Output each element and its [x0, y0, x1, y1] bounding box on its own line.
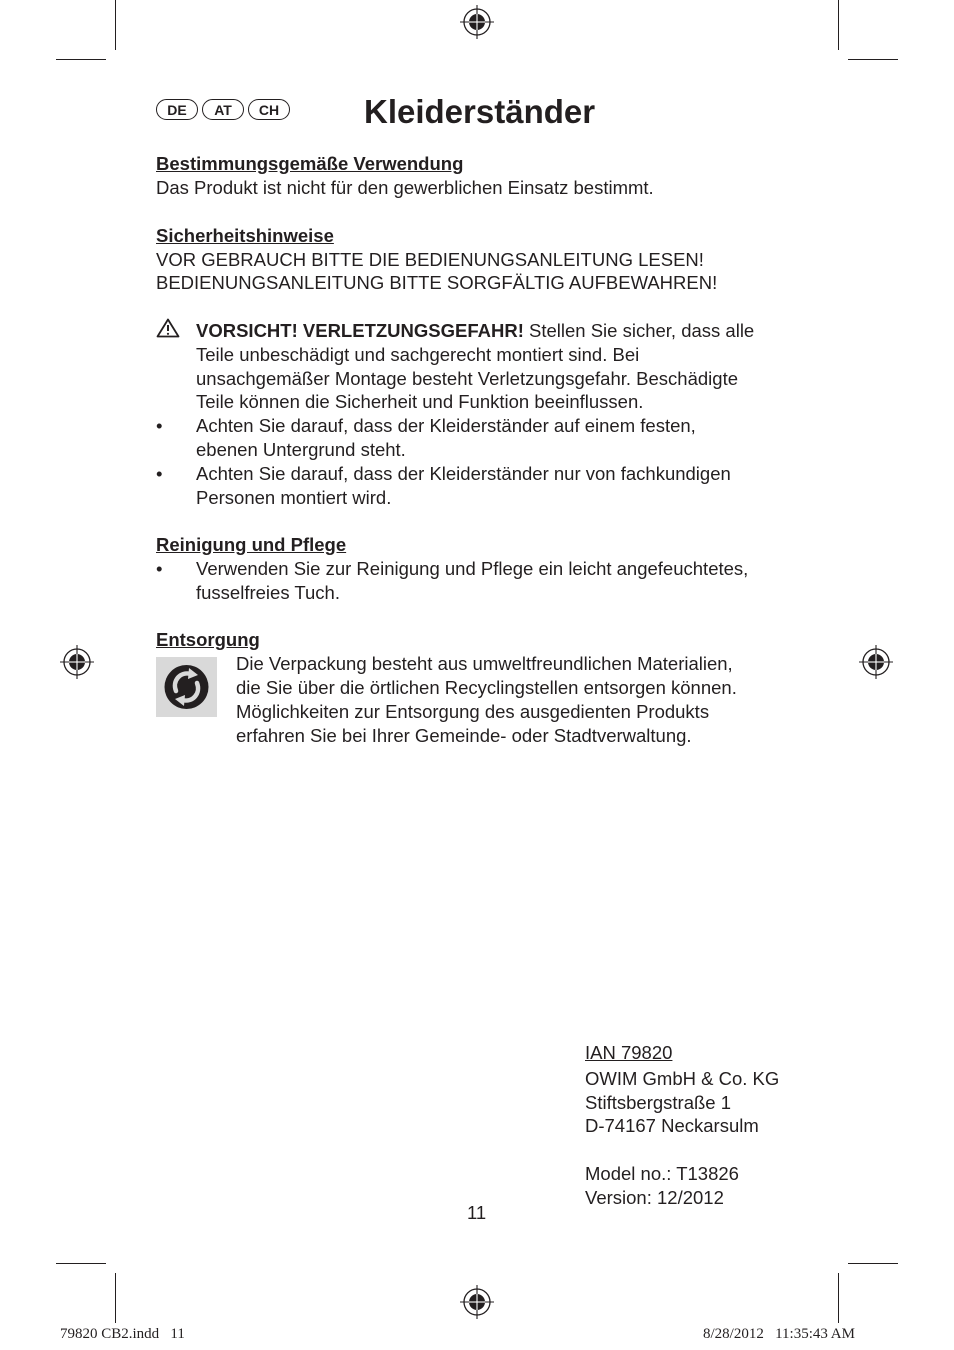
- safety-bullet-line: Achten Sie darauf, dass der Kleiderständer auf einem festen,: [196, 415, 696, 436]
- crop-mark-bottom-right-horizontal: [848, 1263, 898, 1264]
- warning-line: unsachgemäßer Montage besteht Verletzungsgefahr. Beschädigte: [196, 368, 738, 389]
- warning-label: VORSICHT! VERLETZUNGSGEFAHR!: [196, 320, 524, 341]
- registration-mark-icon: [460, 1285, 494, 1319]
- crop-mark-top-left-vertical: [115, 0, 116, 50]
- disposal-line: erfahren Sie bei Ihrer Gemeinde- oder Stadtverwaltung.: [236, 725, 692, 746]
- ian-number: IAN 79820: [585, 1042, 673, 1063]
- warning-triangle-icon: [156, 318, 180, 338]
- version-info: Version: 12/2012: [585, 1187, 724, 1208]
- bullet-icon: •: [156, 558, 163, 579]
- crop-mark-top-left-horizontal: [56, 59, 106, 60]
- section-heading-safety: Sicherheitshinweise: [156, 225, 334, 246]
- bullet-icon: •: [156, 415, 163, 436]
- print-timestamp: 8/28/2012 11:35:43 AM: [703, 1326, 855, 1342]
- safety-bullet-line: Achten Sie darauf, dass der Kleiderständer nur von fachkundigen: [196, 463, 731, 484]
- safety-bullet-line: ebenen Untergrund steht.: [196, 439, 406, 460]
- bullet-icon: •: [156, 463, 163, 484]
- page-number: 11: [467, 1202, 487, 1223]
- disposal-line: die Sie über die örtlichen Recyclingstellen entsorgen können.: [236, 677, 737, 698]
- intended-use-text: Das Produkt ist nicht für den gewerblichen Einsatz bestimmt.: [156, 177, 654, 198]
- crop-mark-bottom-left-horizontal: [56, 1263, 106, 1264]
- safety-line: VOR GEBRAUCH BITTE DIE BEDIENUNGSANLEITUNG LESEN!: [156, 249, 704, 270]
- crop-mark-top-right-horizontal: [848, 59, 898, 60]
- section-heading-intended-use: Bestimmungsgemäße Verwendung: [156, 153, 464, 174]
- registration-mark-icon: [60, 645, 94, 679]
- manufacturer-line: D-74167 Neckarsulm: [585, 1115, 759, 1136]
- crop-mark-bottom-right-vertical: [838, 1273, 839, 1323]
- crop-mark-top-right-vertical: [838, 0, 839, 50]
- cleaning-bullet-line: Verwenden Sie zur Reinigung und Pflege ein leicht angefeuchtetes,: [196, 558, 749, 579]
- model-number: Model no.: T13826: [585, 1163, 739, 1184]
- green-dot-recycling-icon: [156, 657, 217, 717]
- safety-line: BEDIENUNGSANLEITUNG BITTE SORGFÄLTIG AUFBEWAHREN!: [156, 272, 718, 293]
- disposal-line: Die Verpackung besteht aus umweltfreundlichen Materialien,: [236, 653, 733, 674]
- manufacturer-line: Stiftsbergstraße 1: [585, 1092, 732, 1113]
- country-badge-de: DE: [156, 99, 198, 120]
- warning-line: Teile unbeschädigt und sachgerecht montiert sind. Bei: [196, 344, 640, 365]
- section-heading-cleaning: Reinigung und Pflege: [156, 534, 347, 555]
- warning-line: Teile können die Sicherheit und Funktion beeinflussen.: [196, 391, 644, 412]
- country-badge-ch: CH: [248, 99, 290, 120]
- registration-mark-icon: [859, 645, 893, 679]
- registration-mark-icon: [460, 5, 494, 39]
- country-badge-at: AT: [202, 99, 244, 120]
- disposal-line: Möglichkeiten zur Entsorgung des ausgedienten Produkts: [236, 701, 710, 722]
- section-heading-disposal: Entsorgung: [156, 629, 260, 650]
- print-file-info: 79820 CB2.indd 11: [60, 1326, 185, 1342]
- warning-text: Stellen Sie sicher, dass alle: [523, 320, 755, 341]
- manufacturer-line: OWIM GmbH & Co. KG: [585, 1068, 780, 1089]
- page-title: Kleiderständer: [364, 93, 596, 130]
- safety-bullet-line: Personen montiert wird.: [196, 487, 392, 508]
- warning-first-line: [196, 319, 754, 343]
- cleaning-bullet-line: fusselfreies Tuch.: [196, 582, 340, 603]
- crop-mark-bottom-left-vertical: [115, 1273, 116, 1323]
